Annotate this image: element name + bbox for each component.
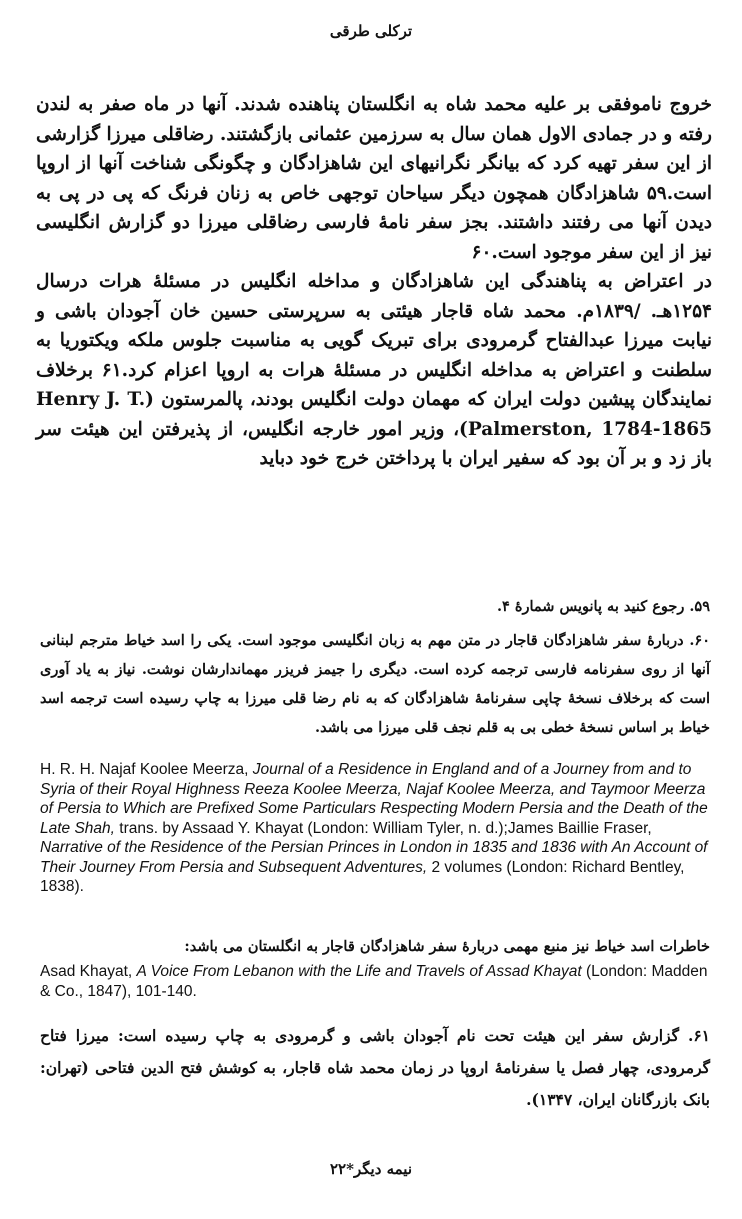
citation2-publisher: (London: Madden & Co., 1847), 101-140.	[40, 963, 708, 1000]
citation-title: Journal of a Residence in England and of a Journey from and to Syria of their Royal Highness Reeza Koolee Meerza, Najaf Koolee Meerza, and Taymoor Meerza of Persia to Which are Prefixed Some Particulars Respecting Modern Persia and the Death of the Late Shah,	[40, 761, 708, 837]
footnote-59: ۵۹. رجوع کنید به پانویس شمارهٔ ۴.	[496, 598, 710, 615]
citation2-author: Asad Khayat,	[40, 963, 133, 980]
citation-title-2: Narrative of the Residence of the Persian Princes in London in 1835 and 1836 with An Account of Their Journey From Persia and Subsequent Adventures,	[40, 839, 708, 876]
footnote-60-persian: ۶۰. دربارهٔ سفر شاهزادگان قاجار در متن مهم به زبان انگلیسی موجود است. یکی را اسد خیاط مترجم لبنانی آنها از روی سفرنامه فارسی ترجمه کرده است. دیگری را جیمز فریزر مهماندارشان نوشت. نیاز به یاد آوری است که برخلاف نسخهٔ چاپی سفرنامهٔ شاهزادگان که به نام رضا قلی میرزا به چاپ رسیده است ترجمه اسد خیاط بر اساس نسخهٔ خطی بی به قلم نجف قلی میرزا می باشد.	[40, 632, 710, 736]
citation-author: H. R. H. Najaf Koolee Meerza,	[40, 761, 249, 778]
body-paragraph-1: خروج ناموفقی بر علیه محمد شاه به انگلستان پناهنده شدند. آنها در ماه صفر به لندن رفته و در جمادی الاول همان سال به سرزمین عثمانی بازگشتند. رضاقلی میرزا گزارشی از این سفر تهیه کرد که بیانگر نگرانیهای این شاهزادگان و چگونگی شناخت آنها از اروپا است.۵۹ شاهزادگان همچون دیگر سیاحان توجهی خاص به زنان فرنگ که پی در پی به دیدن آنها می رفتند داشتند. بجز سفر نامهٔ فارسی رضاقلی میرزا دو گزارش انگلیسی نیز از این سفر موجود است.۶۰	[36, 94, 712, 263]
page-footer: نیمه دیگر*۲۲	[329, 1160, 413, 1178]
footnote-61: ۶۱. گزارش سفر این هیئت تحت نام آجودان باشی و گرمرودی به چاپ رسیده است: میرزا فتاح گرمرودی، چهار فصل یا سفرنامهٔ اروپا در زمان محمد شاه قاجار، به کوشش فتح الدین فتاحی (تهران: بانک بازرگانان ایران، ۱۳۴۷).	[40, 1026, 710, 1109]
citation-volumes: 2 volumes (London: Richard Bentley, 1838).	[40, 858, 685, 895]
footnote-60-english-citation	[40, 760, 710, 897]
footnote-60-english-citation-2	[40, 962, 710, 1001]
body-paragraph-2: در اعتراض به پناهندگی این شاهزادگان و مداخله انگلیس در مسئلهٔ هرات درسال ۱۲۵۴هـ. /۱۸۳۹م. محمد شاه قاجار هیئتی به سرپرستی حسین خان آجودان باشی و نیابت میرزا عبدالفتاح گرمرودی برای تبریک گویی به مناسبت جلوس ملکه ویکتوریا به سلطنت و اعتراض به مداخله انگلیس در مسئلهٔ هرات به اروپا اعزام کرد.۶۱ برخلاف نمایندگان پیشین دولت ایران که مهمان دولت انگلیس بودند، پالمرستون (Henry J. T. Palmerston, 1784-1865)، وزیر امور خارجه انگلیس، از پذیرفتن این هیئت سر باز زد و بر آن بود که سفیر ایران با پرداختن خرج خود دباید	[36, 271, 713, 469]
citation-publisher: trans. by Assaad Y. Khayat (London: William Tyler, n. d.);James Baillie Fraser,	[119, 819, 652, 837]
main-body	[36, 90, 712, 474]
citation2-title: A Voice From Lebanon with the Life and Travels of Assad Khayat	[136, 963, 582, 980]
running-header: ترکلی طرقی	[329, 22, 413, 40]
footnote-60-persian-2: خاطرات اسد خیاط نیز منبع مهمی دربارهٔ سفر شاهزادگان قاجار به انگلستان می باشد:	[184, 938, 710, 955]
